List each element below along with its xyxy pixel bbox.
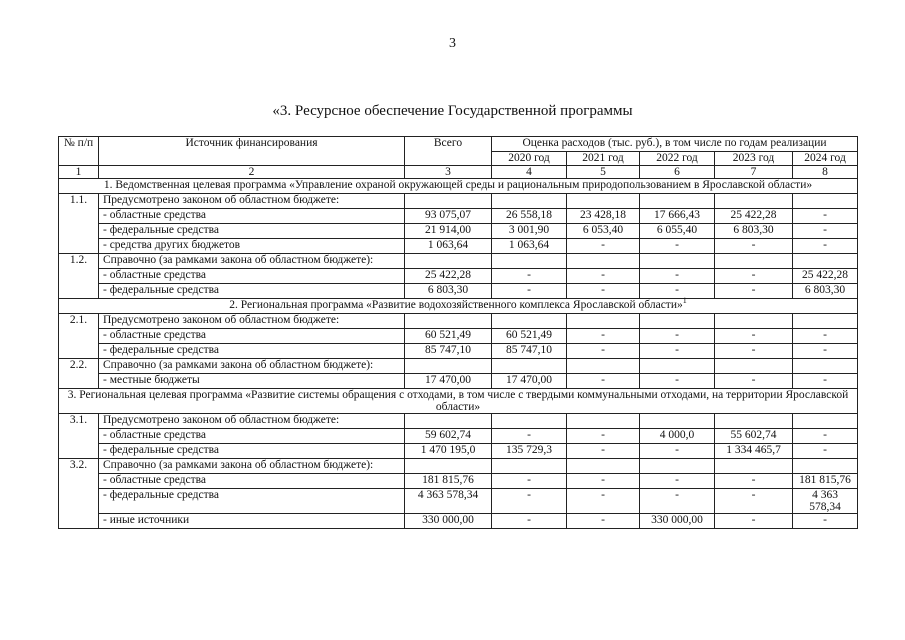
column-number: 2 [99,166,405,179]
empty-cell [715,359,793,374]
total-value: 17 470,00 [405,374,492,389]
year-value: - [640,489,715,514]
year-value: 6 055,40 [640,224,715,239]
empty-cell [715,194,793,209]
group-number: 1.1. [59,194,99,254]
funding-source: - средства других бюджетов [99,239,405,254]
section-title-text: 2. Региональная программа «Развитие водохозяйственного комплекса Ярославской области» [229,299,683,311]
year-value: 181 815,76 [793,474,858,489]
table-row [59,224,858,239]
empty-cell [405,194,492,209]
funding-source: - федеральные средства [99,444,405,459]
empty-cell [492,194,567,209]
year-value: 85 747,10 [492,344,567,359]
year-value: - [715,239,793,254]
total-value: 6 803,30 [405,284,492,299]
section-row [59,389,858,414]
year-value: 17 666,43 [640,209,715,224]
empty-cell [492,254,567,269]
table-row [59,474,858,489]
table-row [59,489,858,514]
header-year: 2024 год [793,152,858,166]
funding-source: - местные бюджеты [99,374,405,389]
funding-source: - федеральные средства [99,284,405,299]
empty-cell [640,359,715,374]
table-row [59,514,858,529]
group-row [59,459,858,474]
year-value: - [793,329,858,344]
table-body [59,179,858,529]
table-row [59,209,858,224]
year-value: - [640,239,715,254]
empty-cell [793,314,858,329]
total-value: 4 363 578,34 [405,489,492,514]
group-number: 3.2. [59,459,99,529]
year-value: - [567,429,640,444]
year-value: 6 053,40 [567,224,640,239]
empty-cell [715,459,793,474]
year-value: - [640,374,715,389]
group-number: 3.1. [59,414,99,459]
year-value: - [492,489,567,514]
year-value: 6 803,30 [715,224,793,239]
empty-cell [492,459,567,474]
empty-cell [567,459,640,474]
empty-cell [492,359,567,374]
group-number: 1.2. [59,254,99,299]
year-value: - [567,514,640,529]
year-value: - [793,344,858,359]
funding-source: - областные средства [99,474,405,489]
column-number: 1 [59,166,99,179]
header-year: 2021 год [567,152,640,166]
section-title [59,296,858,314]
funding-source: - областные средства [99,269,405,284]
year-value: - [640,344,715,359]
footnote-marker: 1 [682,296,687,306]
year-value: - [567,344,640,359]
year-value: - [793,209,858,224]
year-value: - [640,474,715,489]
empty-cell [715,414,793,429]
header-total: Всего [405,137,492,166]
year-value: 330 000,00 [640,514,715,529]
year-value: - [567,269,640,284]
group-label: Справочно (за рамками закона об областном бюджете): [99,459,405,474]
table-row [59,429,858,444]
year-value: - [492,284,567,299]
total-value: 59 602,74 [405,429,492,444]
table-header [59,137,858,179]
total-value: 181 815,76 [405,474,492,489]
empty-cell [715,314,793,329]
empty-cell [793,459,858,474]
table-row [59,374,858,389]
empty-cell [405,314,492,329]
year-value: - [715,269,793,284]
group-number: 2.1. [59,314,99,359]
empty-cell [640,414,715,429]
year-value: 4 363 578,34 [793,489,858,514]
empty-cell [405,254,492,269]
total-value: 1 063,64 [405,239,492,254]
section-title-text: 3. Региональная целевая программа «Развитие системы обращения с отходами, в том числе с твердыми коммунальными отходами, на территории Ярославской области» [67,389,849,413]
year-value: - [640,444,715,459]
empty-cell [640,254,715,269]
group-number: 2.2. [59,359,99,389]
year-value: - [492,269,567,284]
empty-cell [567,359,640,374]
empty-cell [567,414,640,429]
funding-source: - федеральные средства [99,224,405,239]
column-number: 6 [640,166,715,179]
year-value: 17 470,00 [492,374,567,389]
year-value: 25 422,28 [793,269,858,284]
group-label: Предусмотрено законом об областном бюджете: [99,314,405,329]
empty-cell [405,359,492,374]
total-value: 93 075,07 [405,209,492,224]
empty-cell [793,194,858,209]
year-value: 26 558,18 [492,209,567,224]
table-row [59,269,858,284]
empty-cell [405,414,492,429]
empty-cell [492,414,567,429]
empty-cell [793,254,858,269]
total-value: 85 747,10 [405,344,492,359]
section-row [59,299,858,314]
empty-cell [793,359,858,374]
year-value: - [567,239,640,254]
year-value: 4 000,0 [640,429,715,444]
header-year: 2023 год [715,152,793,166]
empty-cell [567,254,640,269]
empty-cell [492,314,567,329]
group-label: Справочно (за рамками закона об областном бюджете): [99,359,405,374]
section-row [59,179,858,194]
total-value: 21 914,00 [405,224,492,239]
table-row [59,284,858,299]
empty-cell [640,194,715,209]
year-value: - [715,474,793,489]
empty-cell [793,414,858,429]
year-value: 60 521,49 [492,329,567,344]
year-value: - [715,489,793,514]
year-value: - [492,514,567,529]
empty-cell [715,254,793,269]
year-value: - [567,444,640,459]
year-value: - [640,329,715,344]
year-value: - [715,514,793,529]
year-value: 25 422,28 [715,209,793,224]
page-number: 3 [449,36,456,51]
year-value: - [793,514,858,529]
empty-cell [640,314,715,329]
section-title: «3. Ресурсное обеспечение Государственной программы [272,103,633,119]
header-year: 2020 год [492,152,567,166]
section-title [59,389,858,414]
funding-source: - областные средства [99,329,405,344]
funding-source: - областные средства [99,209,405,224]
section-title [59,179,858,194]
group-row [59,359,858,374]
header-num: № п/п [59,137,99,166]
year-value: - [640,269,715,284]
table-row [59,344,858,359]
group-label: Справочно (за рамками закона об областном бюджете): [99,254,405,269]
year-value: - [793,224,858,239]
year-value: 3 001,90 [492,224,567,239]
column-number: 4 [492,166,567,179]
year-value: - [567,474,640,489]
year-value: 1 334 465,7 [715,444,793,459]
year-value: - [715,374,793,389]
year-value: - [567,489,640,514]
table-row [59,444,858,459]
year-value: - [715,344,793,359]
year-value: - [793,374,858,389]
total-value: 1 470 195,0 [405,444,492,459]
funding-source: - иные источники [99,514,405,529]
empty-cell [567,314,640,329]
group-row [59,194,858,209]
funding-source: - федеральные средства [99,344,405,359]
year-value: - [567,374,640,389]
total-value: 330 000,00 [405,514,492,529]
empty-cell [405,459,492,474]
year-value: - [715,284,793,299]
group-row [59,254,858,269]
year-value: 1 063,64 [492,239,567,254]
year-value: - [492,429,567,444]
total-value: 25 422,28 [405,269,492,284]
header-estimate: Оценка расходов (тыс. руб.), в том числе по годам реализации [492,137,858,152]
year-value: - [640,284,715,299]
year-value: - [567,284,640,299]
year-value: - [793,429,858,444]
empty-cell [567,194,640,209]
funding-source: - областные средства [99,429,405,444]
year-value: - [567,329,640,344]
group-row [59,314,858,329]
financing-table [58,136,858,529]
group-label: Предусмотрено законом об областном бюджете: [99,194,405,209]
year-value: 135 729,3 [492,444,567,459]
year-value: - [793,239,858,254]
year-value: - [715,329,793,344]
empty-cell [640,459,715,474]
header-year: 2022 год [640,152,715,166]
column-number: 5 [567,166,640,179]
year-value: 6 803,30 [793,284,858,299]
group-row [59,414,858,429]
column-number: 8 [793,166,858,179]
table-row [59,239,858,254]
header-source: Источник финансирования [99,137,405,166]
column-number: 7 [715,166,793,179]
year-value: - [492,474,567,489]
column-number: 3 [405,166,492,179]
total-value: 60 521,49 [405,329,492,344]
year-value: - [793,444,858,459]
group-label: Предусмотрено законом об областном бюджете: [99,414,405,429]
table-row [59,329,858,344]
year-value: 23 428,18 [567,209,640,224]
funding-source: - федеральные средства [99,489,405,514]
section-title-text: 1. Ведомственная целевая программа «Управление охраной окружающей среды и рациональным природопользованием в Ярославской области» [103,179,813,191]
year-value: 55 602,74 [715,429,793,444]
